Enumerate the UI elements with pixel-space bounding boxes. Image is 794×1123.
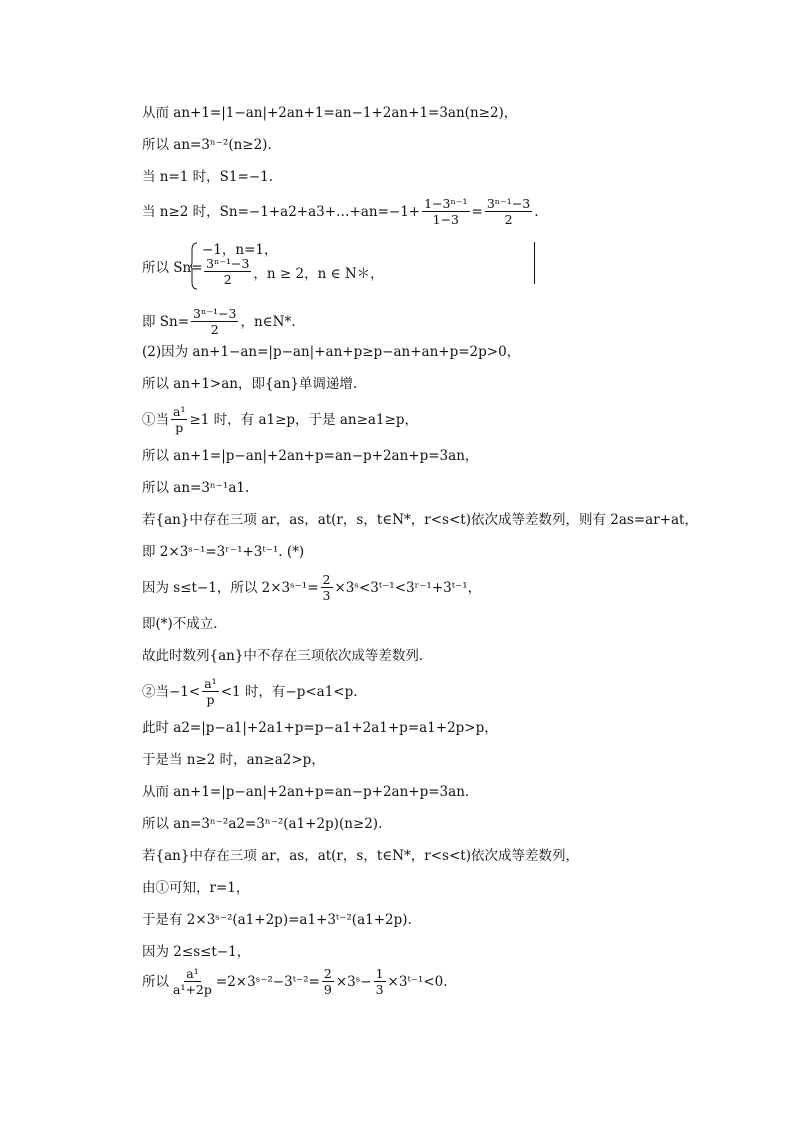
- text-line: 当 n=1 时，S1=−1.: [142, 169, 274, 185]
- denominator: 2: [223, 272, 232, 287]
- numerator: 2: [323, 966, 332, 981]
- numerator: 2: [322, 572, 331, 587]
- divider: [534, 242, 535, 284]
- text-line: 因为 2≤s≤t−1，: [142, 944, 251, 960]
- text-line: 当 n≥2 时，Sn=−1+a2+a3+…+an=−1+ $\frac{\text{1−3ⁿ⁻¹}}{1-3}$ = $\frac{\text{3ⁿ⁻¹−3}}{2}$ .: [142, 196, 539, 227]
- fraction: [485, 196, 532, 227]
- text-segment: 所以: [142, 973, 169, 990]
- text-line: 由①可知，r=1，: [142, 880, 250, 896]
- text-line: [142, 572, 481, 603]
- denominator: 2: [504, 212, 513, 227]
- fraction: [321, 572, 333, 603]
- text-line: 所以 an+1=|p−an|+2an+p=an−p+2an+p=3an，: [142, 448, 479, 464]
- denominator: p: [175, 420, 184, 435]
- text-segment: ，n ≥ 2，n ∈ N＊，: [253, 265, 384, 282]
- text-line: 故此时数列{an}中不存在三项依次成等差数列.: [142, 648, 424, 664]
- text-segment: 即 Sn=: [142, 313, 190, 330]
- case-line: −1，n=1，: [202, 242, 278, 258]
- denominator: a¹+2p: [173, 982, 212, 997]
- text-line: [142, 966, 448, 997]
- text-segment: ②当−1<: [142, 683, 201, 700]
- text-line: (2)因为 an+1−an=|p−an|+an+p≥p−an+an+p=2p>0，: [142, 344, 521, 360]
- text-segment: ×3ˢ−: [335, 973, 372, 990]
- text-segment: ×3ᵗ⁻¹<0.: [387, 973, 448, 990]
- text-line: 从而 an+1=|p−an|+2an+p=an−p+2an+p=3an.: [142, 784, 470, 800]
- fraction: [374, 966, 386, 997]
- numerator: a¹: [186, 966, 199, 981]
- denominator: 3: [375, 982, 384, 997]
- text-line: 从而 an+1=|1−an|+2an+1=an−1+2an+1=3an(n≥2)，: [142, 105, 518, 121]
- text-line: 即(*)不成立.: [142, 616, 218, 632]
- denominator: 3: [322, 588, 331, 603]
- text-line: 若{an}中存在三项 ar，as，at(r，s，t∈N*，r<s<t)依次成等差数列，则有 2as=ar+at，: [142, 512, 698, 528]
- fraction: [202, 676, 218, 707]
- numerator: 1: [375, 966, 384, 981]
- fraction: [171, 404, 187, 435]
- numerator: 1−3ⁿ⁻¹: [424, 196, 468, 211]
- text-line: 于是有 2×3ˢ⁻²(a1+2p)=a1+3ᵗ⁻²(a1+2p).: [142, 912, 412, 928]
- numerator: 3ⁿ⁻¹−3: [193, 306, 237, 321]
- text-line: 所以 an=3ⁿ⁻²a2=3ⁿ⁻²(a1+2p)(n≥2).: [142, 816, 383, 832]
- fraction: [422, 196, 469, 227]
- text-segment: 因为 s≤t−1，所以 2×3ˢ⁻¹=: [142, 579, 319, 596]
- text-line: 所以 an=3ⁿ⁻²(n≥2).: [142, 137, 272, 153]
- denominator: p: [206, 692, 215, 707]
- text-segment: 当 n≥2 时，Sn=−1+a2+a3+…+an=−1+: [142, 203, 421, 220]
- text-line: 于是当 n≥2 时，an≥a2>p，: [142, 752, 325, 768]
- denominator: 9: [323, 982, 332, 997]
- fraction: [322, 966, 334, 997]
- denominator: 1−3: [432, 212, 460, 227]
- numerator: 3ⁿ⁻¹−3: [206, 256, 250, 271]
- text-line: [142, 404, 418, 435]
- numerator: a¹: [204, 676, 217, 691]
- case-line: [202, 256, 384, 287]
- piecewise-definition: [142, 236, 402, 294]
- text-line: [142, 306, 296, 337]
- text-line: 所以 an+1>an，即{an}单调递增.: [142, 376, 358, 392]
- text-line: 若{an}中存在三项 ar，as，at(r，s，t∈N*，r<s<t)依次成等差数列，: [142, 848, 579, 864]
- fraction: [191, 306, 238, 337]
- text-segment: =2×3ˢ⁻²−3ᵗ⁻²=: [215, 973, 320, 990]
- text-line: 此时 a2=|p−a1|+2a1+p=p−a1+2a1+p=a1+2p>p，: [142, 720, 498, 736]
- denominator: 2: [210, 322, 219, 337]
- text-segment: ×3ˢ<3ᵗ⁻¹<3ʳ⁻¹+3ᵗ⁻¹，: [334, 579, 482, 596]
- text-segment: ≥1 时，有 a1≥p，于是 an≥a1≥p，: [189, 411, 418, 428]
- text-line: [142, 676, 358, 707]
- text-segment: 所以 Sn=: [142, 260, 203, 276]
- numerator: 3ⁿ⁻¹−3: [486, 196, 531, 211]
- text-segment: <1 时，有−p<a1<p.: [220, 683, 358, 700]
- text-line: 即 2×3ˢ⁻¹=3ʳ⁻¹+3ᵗ⁻¹. (*): [142, 544, 305, 560]
- brace-icon: [190, 242, 198, 290]
- numerator: a¹: [173, 404, 186, 419]
- text-line: 所以 an=3ⁿ⁻¹a1.: [142, 480, 250, 496]
- fraction: [171, 966, 214, 997]
- fraction: [204, 256, 251, 287]
- text-segment: =: [471, 203, 483, 220]
- text-segment: ，n∈N*.: [240, 313, 296, 330]
- text-segment: ①当: [142, 411, 169, 428]
